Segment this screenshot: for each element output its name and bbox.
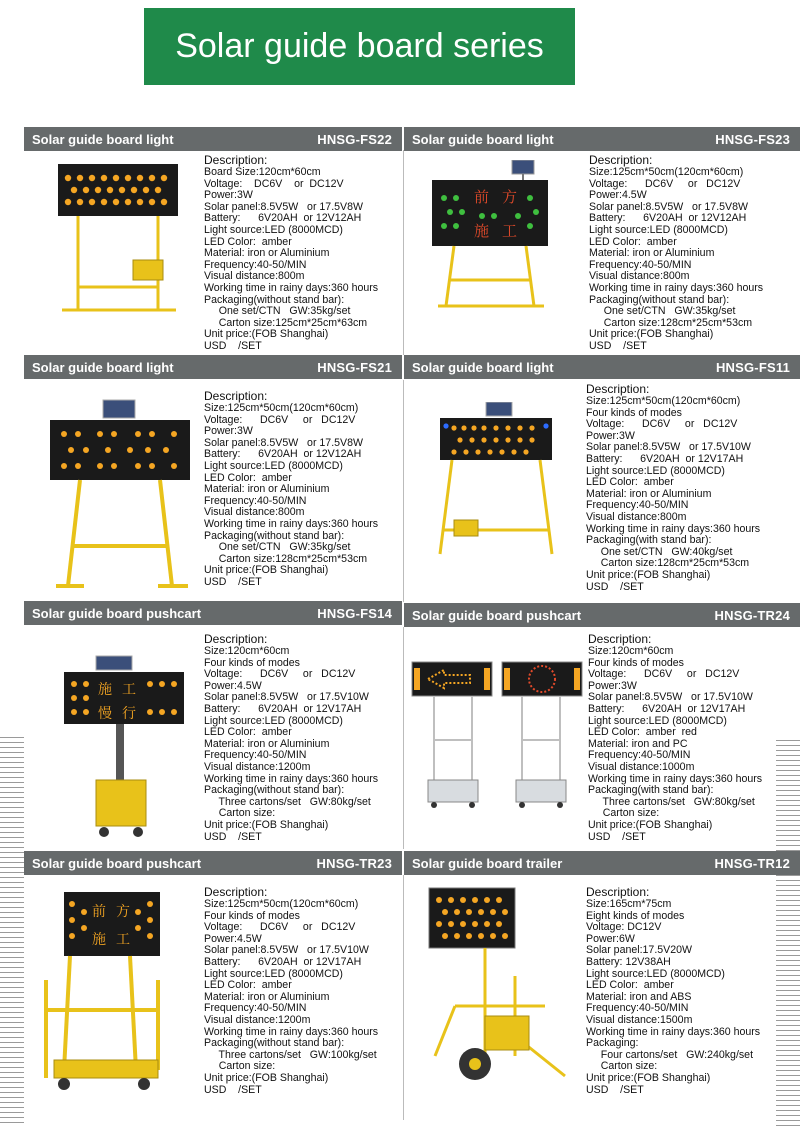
model-number: HNSG-TR12 xyxy=(714,855,790,871)
svg-text:工: 工 xyxy=(502,222,518,240)
description-title: Description: xyxy=(586,885,650,899)
product-name: Solar guide board pushcart xyxy=(32,855,202,871)
spec-line: Solar panel:17.5V20W xyxy=(586,944,693,957)
spec-line: Packaging(without stand bar): xyxy=(204,529,345,542)
spec-line: Size:120cm*60cm xyxy=(204,645,290,657)
spec-line: Solar panel:8.5V5W or 17.5V8W xyxy=(204,436,363,449)
spec-line: Power:4.5W xyxy=(204,679,262,692)
column-divider xyxy=(403,627,404,849)
spec-line: Solar panel:8.5V5W or 17.5V10W xyxy=(586,441,751,454)
spec-line: Voltage: DC6V or DC12V xyxy=(586,418,738,431)
spec-line: Battery: 6V20AH or 12V12AH xyxy=(204,448,362,461)
spec-line: Visual distance:800m xyxy=(586,510,687,523)
model-number: HNSG-FS21 xyxy=(317,359,392,375)
spec-line: USD /SET xyxy=(204,1083,262,1096)
spec-line: Visual distance:1500m xyxy=(586,1013,693,1026)
spec-line: Size:125cm*50cm(120cm*60cm) xyxy=(589,166,744,178)
model-number: HNSG-TR24 xyxy=(714,607,790,623)
spec-line: Unit price:(FOB Shanghai) xyxy=(589,328,714,341)
spec-line: Power:3W xyxy=(588,679,637,692)
product-name: Solar guide board pushcart xyxy=(412,607,582,623)
svg-text:施: 施 xyxy=(474,222,490,240)
description-title: Description: xyxy=(204,153,268,167)
product-image-tr12 xyxy=(425,886,575,1086)
column-divider xyxy=(403,875,404,1120)
spec-line: Light source:LED (8000MCD) xyxy=(204,459,343,472)
description-title: Description: xyxy=(589,153,653,167)
spec-line: USD /SET xyxy=(204,339,262,352)
description-title: Description: xyxy=(586,382,650,396)
model-number: HNSG-TR23 xyxy=(316,855,392,871)
spec-line: Power:3W xyxy=(204,425,253,438)
product-description xyxy=(589,154,763,353)
spec-line: Material: iron and ABS xyxy=(586,990,692,1003)
spec-line: Unit price:(FOB Shanghai) xyxy=(204,1071,329,1084)
spec-line: Carton size:128cm*25cm*53cm xyxy=(589,316,753,329)
spec-line: Working time in rainy days:360 hours xyxy=(204,281,379,294)
spec-line: Material: iron or Aluminium xyxy=(204,483,330,496)
spec-line: Carton size: xyxy=(204,1060,276,1073)
spec-line: One set/CTN GW:35kg/set xyxy=(204,541,351,554)
description-title: Description: xyxy=(204,885,268,899)
spec-line: Frequency:40-50/MIN xyxy=(204,494,307,507)
product-image-tr23 xyxy=(40,890,166,1095)
spec-line: Power:3W xyxy=(204,189,253,202)
spec-line: Working time in rainy days:360 hours xyxy=(586,522,761,535)
spec-line: LED Color: amber xyxy=(204,235,292,248)
product-description xyxy=(586,383,760,593)
spec-line: Visual distance:1200m xyxy=(204,1013,311,1026)
spec-line: Working time in rainy days:360 hours xyxy=(588,772,763,785)
section-header xyxy=(404,355,800,379)
section-header xyxy=(24,601,402,625)
description-title: Description: xyxy=(204,632,268,646)
spec-line: USD /SET xyxy=(586,1083,644,1096)
section-header xyxy=(24,355,402,379)
spec-line: Visual distance:1200m xyxy=(204,760,311,773)
description-title: Description: xyxy=(204,389,268,403)
product-image-fs23 xyxy=(432,160,552,310)
model-number: HNSG-FS22 xyxy=(317,131,392,147)
spec-line: Visual distance:1000m xyxy=(588,760,695,773)
spec-line: Carton size: xyxy=(588,807,660,820)
spec-line: USD /SET xyxy=(589,339,647,352)
spec-line: One set/CTN GW:35kg/set xyxy=(204,305,351,318)
spec-line: Voltage: DC6V or DC12V xyxy=(204,413,356,426)
spec-line: Material: iron or Aluminium xyxy=(204,990,330,1003)
spec-line: Frequency:40-50/MIN xyxy=(204,1002,307,1015)
product-description xyxy=(204,390,378,589)
spec-line: Packaging(without stand bar): xyxy=(204,1037,345,1050)
spec-line: Board Size:120cm*60cm xyxy=(204,166,321,178)
spec-line: LED Color: amber xyxy=(586,476,674,489)
spec-line: Solar panel:8.5V5W or 17.5V10W xyxy=(204,944,369,957)
spec-line: LED Color: amber xyxy=(204,471,292,484)
spec-line: Unit price:(FOB Shanghai) xyxy=(586,1071,711,1084)
spec-line: Packaging: xyxy=(586,1037,639,1050)
spec-line: Power:3W xyxy=(586,429,635,442)
spec-line: Carton size: xyxy=(586,1060,658,1073)
spec-line: Frequency:40-50/MIN xyxy=(589,258,692,271)
spec-line: LED Color: amber xyxy=(204,726,292,739)
product-name: Solar guide board light xyxy=(412,131,554,147)
product-name: Solar guide board pushcart xyxy=(32,605,202,621)
spec-line: LED Color: amber red xyxy=(588,726,697,739)
product-image-fs11 xyxy=(434,402,556,560)
spec-line: Visual distance:800m xyxy=(589,270,690,283)
spec-line: Size:125cm*50cm(120cm*60cm) xyxy=(204,898,359,910)
spec-line: Size:120cm*60cm xyxy=(588,645,674,657)
section-header xyxy=(404,851,800,875)
spec-line: Carton size:125cm*25cm*63cm xyxy=(204,316,368,329)
section-header xyxy=(404,127,800,151)
product-description xyxy=(204,886,378,1096)
spec-line: Four kinds of modes xyxy=(204,909,300,922)
product-description xyxy=(588,633,762,843)
spec-line: Battery: 6V20AH or 12V17AH xyxy=(204,702,362,715)
spec-line: Light source:LED (8000MCD) xyxy=(589,223,728,236)
spec-line: Power:6W xyxy=(586,932,635,945)
spec-line: Working time in rainy days:360 hours xyxy=(586,1025,761,1038)
spec-line: Material: iron or Aluminium xyxy=(204,737,330,750)
spec-line: Three cartons/set GW:100kg/set xyxy=(204,1048,377,1061)
product-image-fs22 xyxy=(58,162,183,314)
spec-line: Battery: 6V20AH or 12V17AH xyxy=(204,955,362,968)
description-title: Description: xyxy=(588,632,652,646)
spec-line: Unit price:(FOB Shanghai) xyxy=(204,564,329,577)
spec-line: Working time in rainy days:360 hours xyxy=(204,772,379,785)
spec-line: Battery: 6V20AH or 12V17AH xyxy=(586,452,744,465)
spec-line: Packaging(without stand bar): xyxy=(204,293,345,306)
spec-line: Four cartons/set GW:240kg/set xyxy=(586,1048,754,1061)
product-name: Solar guide board light xyxy=(32,359,174,375)
product-image-fs14 xyxy=(62,654,187,840)
spec-line: Light source:LED (8000MCD) xyxy=(204,223,343,236)
spec-line: Solar panel:8.5V5W or 17.5V10W xyxy=(588,691,753,704)
spec-line: LED Color: amber xyxy=(589,235,677,248)
spec-line: Visual distance:800m xyxy=(204,506,305,519)
spec-line: Voltage: DC6V or DC12V xyxy=(589,177,741,190)
spec-line: Three cartons/set GW:80kg/set xyxy=(588,795,755,808)
spec-line: Light source:LED (8000MCD) xyxy=(586,464,725,477)
column-divider xyxy=(403,150,404,355)
spec-line: Visual distance:800m xyxy=(204,270,305,283)
spec-line: Battery: 6V20AH or 12V12AH xyxy=(589,212,747,225)
model-number: HNSG-FS11 xyxy=(715,359,790,375)
product-description xyxy=(204,154,378,353)
svg-text:工: 工 xyxy=(116,932,130,948)
spec-line: Light source:LED (8000MCD) xyxy=(204,967,343,980)
spec-line: USD /SET xyxy=(588,830,646,843)
spec-line: Size:125cm*50cm(120cm*60cm) xyxy=(204,402,359,414)
spec-line: Size:125cm*50cm(120cm*60cm) xyxy=(586,395,741,407)
spec-line: One set/CTN GW:40kg/set xyxy=(586,545,733,558)
spec-line: Size:165cm*75cm xyxy=(586,898,672,910)
spec-line: Three cartons/set GW:80kg/set xyxy=(204,795,371,808)
board-text-1: 前 xyxy=(474,188,490,206)
section-header xyxy=(24,851,402,875)
spec-line: Four kinds of modes xyxy=(204,656,300,669)
product-image-fs21 xyxy=(48,398,193,590)
product-name: Solar guide board light xyxy=(32,131,174,147)
section-header xyxy=(404,603,800,627)
spec-line: Light source:LED (8000MCD) xyxy=(204,714,343,727)
svg-text:方: 方 xyxy=(502,188,518,206)
spec-line: Solar panel:8.5V5W or 17.5V8W xyxy=(204,200,363,213)
model-number: HNSG-FS14 xyxy=(317,605,392,621)
column-divider xyxy=(403,380,404,602)
decorative-stripes-left xyxy=(0,737,24,1127)
spec-line: One set/CTN GW:35kg/set xyxy=(589,305,736,318)
section-header xyxy=(24,127,402,151)
product-name: Solar guide board trailer xyxy=(412,855,563,871)
spec-line: LED Color: amber xyxy=(204,979,292,992)
spec-line: Frequency:40-50/MIN xyxy=(588,749,691,762)
spec-line: LED Color: amber xyxy=(586,979,674,992)
spec-line: Material: iron or Aluminium xyxy=(589,247,715,260)
spec-line: Battery: 6V20AH or 12V17AH xyxy=(588,702,746,715)
product-description xyxy=(204,633,378,843)
svg-text:工: 工 xyxy=(122,682,136,698)
svg-text:方: 方 xyxy=(116,904,130,920)
svg-text:行: 行 xyxy=(122,706,136,722)
spec-line: Working time in rainy days:360 hours xyxy=(204,1025,379,1038)
spec-line: Frequency:40-50/MIN xyxy=(586,1002,689,1015)
product-image-tr24 xyxy=(410,660,586,810)
spec-line: Four kinds of modes xyxy=(586,406,682,419)
spec-line: USD /SET xyxy=(204,575,262,588)
spec-line: Four kinds of modes xyxy=(588,656,684,669)
spec-line: Material: iron or Aluminium xyxy=(586,487,712,500)
spec-line: USD /SET xyxy=(204,830,262,843)
svg-text:前: 前 xyxy=(92,904,106,920)
spec-line: Voltage: DC6V or DC12V xyxy=(204,177,344,190)
spec-line: Battery: 6V20AH or 12V12AH xyxy=(204,212,362,225)
decorative-stripes-right xyxy=(776,740,800,1127)
model-number: HNSG-FS23 xyxy=(715,131,790,147)
spec-line: Frequency:40-50/MIN xyxy=(586,499,689,512)
spec-line: Voltage: DC6V or DC12V xyxy=(588,668,740,681)
spec-line: Carton size: xyxy=(204,807,276,820)
spec-line: Working time in rainy days:360 hours xyxy=(589,281,764,294)
spec-line: Carton size:128cm*25cm*53cm xyxy=(204,552,368,565)
spec-line: Eight kinds of modes xyxy=(586,909,685,922)
page-title: Solar guide board series xyxy=(144,8,575,85)
spec-line: Packaging(with stand bar): xyxy=(586,534,712,547)
spec-line: Unit price:(FOB Shanghai) xyxy=(586,568,711,581)
spec-line: Solar panel:8.5V5W or 17.5V8W xyxy=(589,200,748,213)
product-name: Solar guide board light xyxy=(412,359,554,375)
spec-line: Carton size:128cm*25cm*53cm xyxy=(586,557,750,570)
spec-line: Material: iron and PC xyxy=(588,737,688,750)
spec-line: Voltage: DC6V or DC12V xyxy=(204,921,356,934)
spec-line: Light source:LED (8000MCD) xyxy=(586,967,725,980)
svg-text:施: 施 xyxy=(98,682,112,698)
spec-line: Light source:LED (8000MCD) xyxy=(588,714,727,727)
spec-line: Battery: 12V38AH xyxy=(586,955,671,968)
svg-text:慢: 慢 xyxy=(98,706,112,722)
spec-line: Material: iron or Aluminium xyxy=(204,247,330,260)
spec-line: Voltage: DC12V xyxy=(586,921,662,934)
spec-line: Packaging(with stand bar): xyxy=(588,784,714,797)
spec-line: Frequency:40-50/MIN xyxy=(204,258,307,271)
svg-text:施: 施 xyxy=(92,932,106,948)
spec-line: Unit price:(FOB Shanghai) xyxy=(204,818,329,831)
spec-line: Unit price:(FOB Shanghai) xyxy=(204,328,329,341)
spec-line: Power:4.5W xyxy=(204,932,262,945)
product-description xyxy=(586,886,760,1096)
spec-line: Power:4.5W xyxy=(589,189,647,202)
spec-line: Voltage: DC6V or DC12V xyxy=(204,668,356,681)
spec-line: Packaging(without stand bar): xyxy=(589,293,730,306)
spec-line: USD /SET xyxy=(586,580,644,593)
spec-line: Unit price:(FOB Shanghai) xyxy=(588,818,713,831)
spec-line: Solar panel:8.5V5W or 17.5V10W xyxy=(204,691,369,704)
spec-line: Frequency:40-50/MIN xyxy=(204,749,307,762)
spec-line: Packaging(without stand bar): xyxy=(204,784,345,797)
spec-line: Working time in rainy days:360 hours xyxy=(204,517,379,530)
